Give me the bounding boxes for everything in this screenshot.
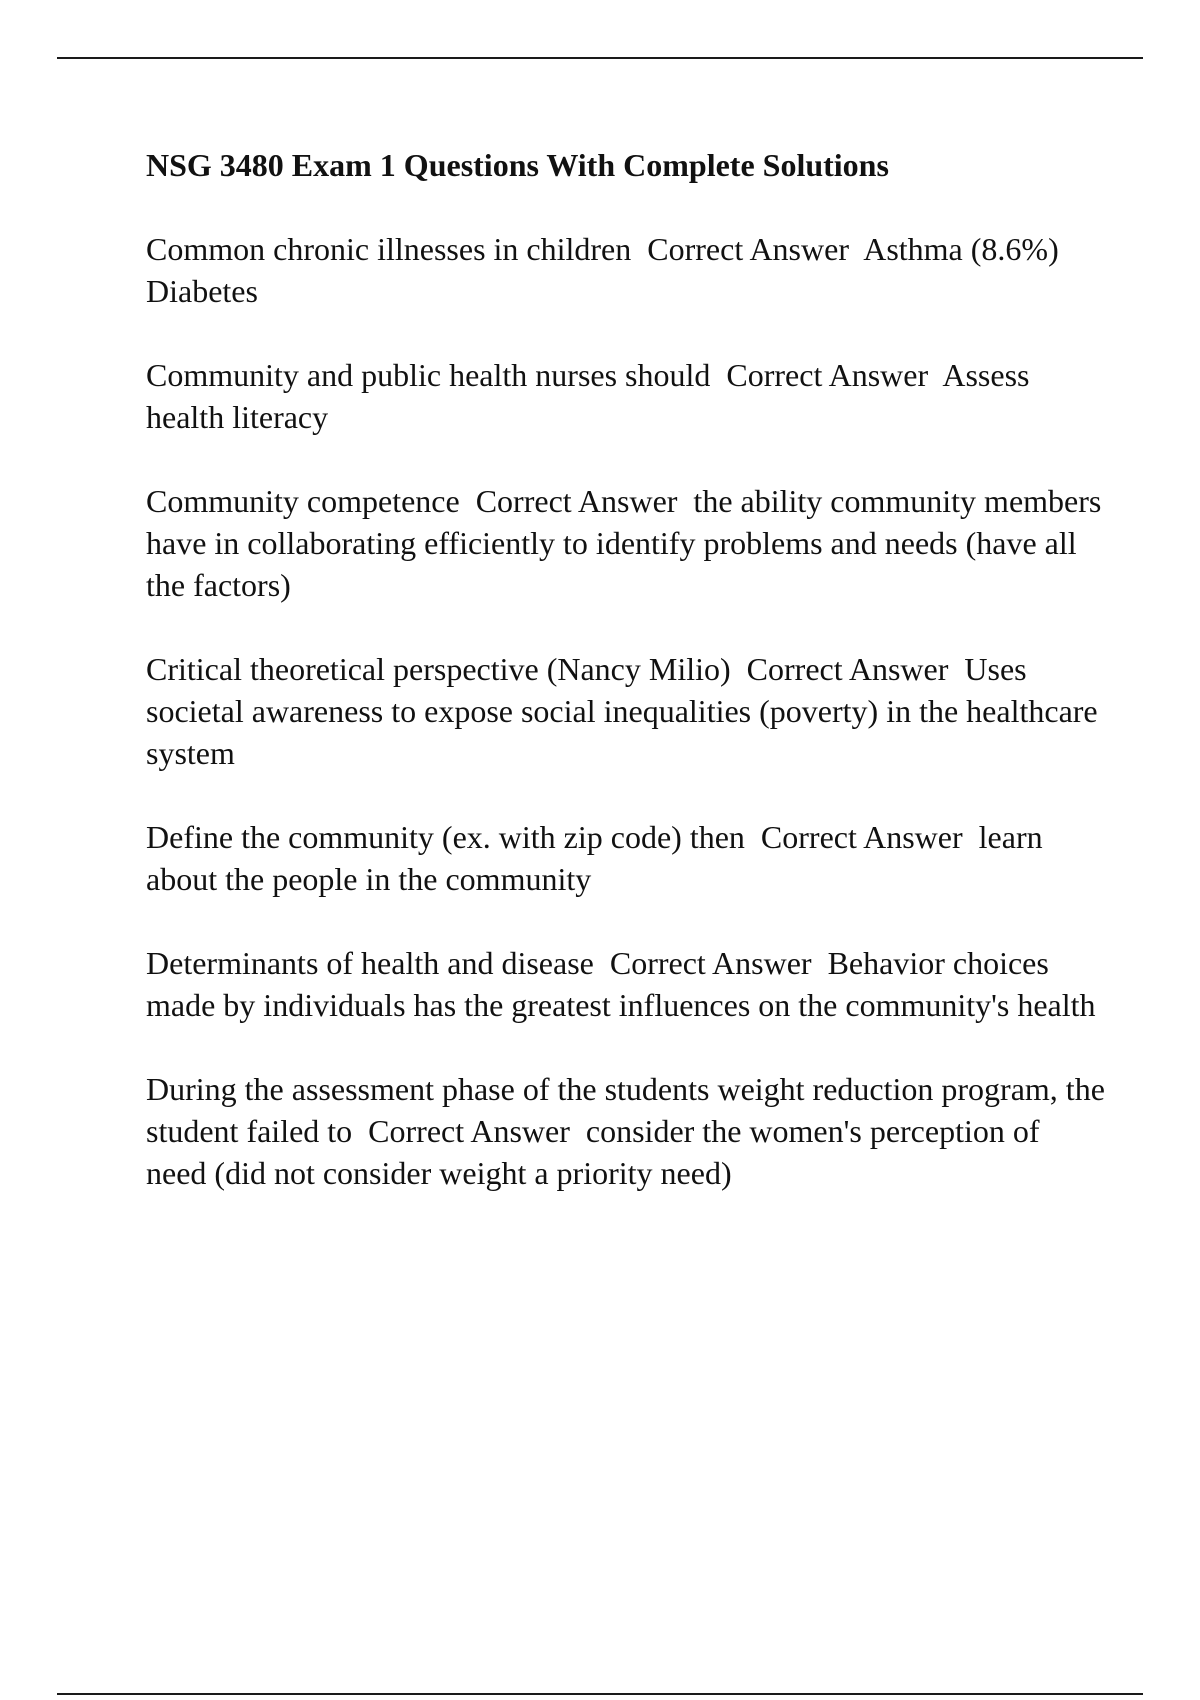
document-title: NSG 3480 Exam 1 Questions With Complete Solutions — [146, 147, 889, 183]
qa-entry: Community and public health nurses should Correct Answer Assess health literacy — [146, 357, 1038, 435]
qa-entry: During the assessment phase of the students weight reduction program, the student failed to Correct Answer consider the women's perception of need (did not consider weight a priority need) — [146, 1071, 1113, 1191]
qa-entry: Define the community (ex. with zip code) then Correct Answer learn about the people in the community — [146, 819, 1051, 897]
qa-entry: Determinants of health and disease Correct Answer Behavior choices made by individuals has the greatest influences on the community's health — [146, 945, 1096, 1023]
qa-entry: Community competence Correct Answer the ability community members have in collaborating efficiently to identify problems and needs (have all the factors) — [146, 483, 1110, 603]
footer-rule — [57, 1693, 1143, 1695]
qa-entry: Common chronic illnesses in children Correct Answer Asthma (8.6%) Diabetes — [146, 231, 1059, 309]
qa-list — [146, 228, 1113, 1194]
header-rule — [57, 57, 1143, 59]
document-body — [146, 144, 1113, 1236]
qa-entry: Critical theoretical perspective (Nancy Milio) Correct Answer Uses societal awareness to expose social inequalities (poverty) in the healthcare system — [146, 651, 1106, 771]
